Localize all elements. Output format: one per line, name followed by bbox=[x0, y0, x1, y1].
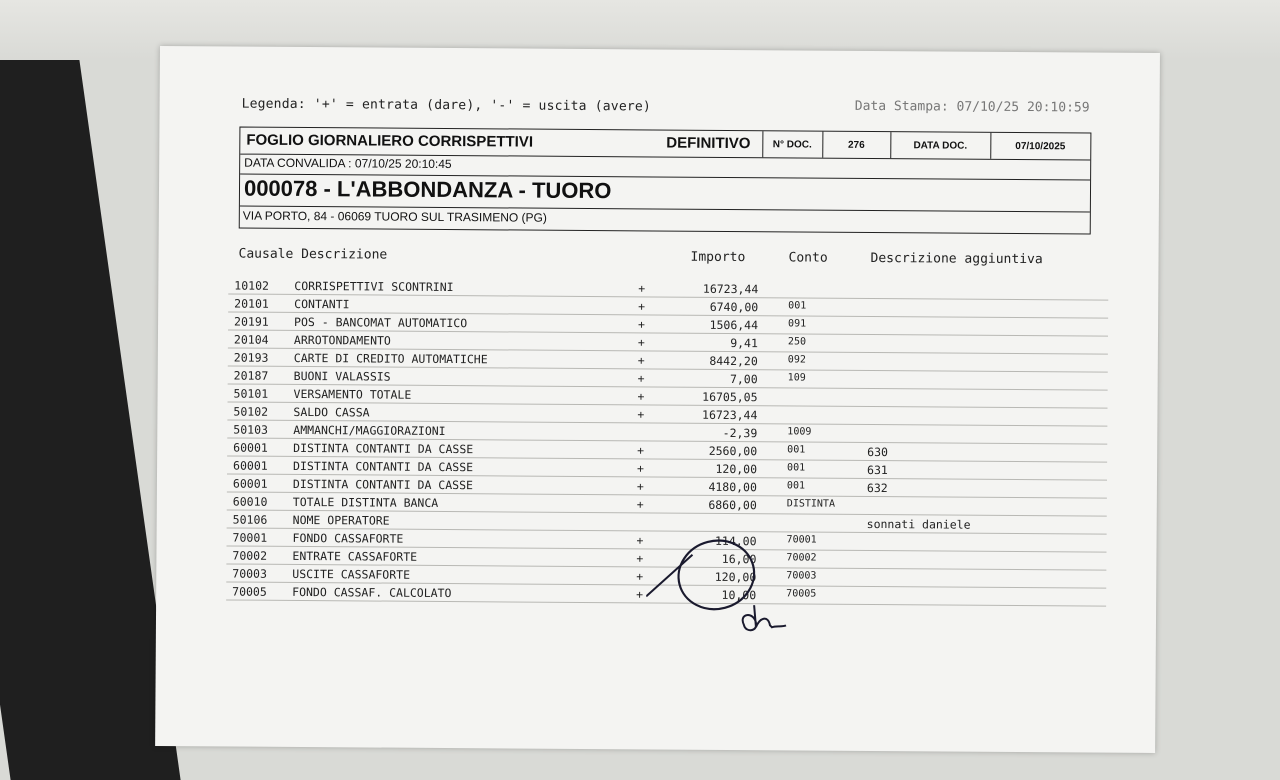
document-title: FOGLIO GIORNALIERO CORRISPETTIVI bbox=[246, 131, 534, 151]
row-description: FONDO CASSAFORTE bbox=[292, 530, 404, 546]
document-header bbox=[239, 127, 1092, 235]
row-account: 1009 bbox=[787, 426, 812, 438]
row-description: FONDO CASSAF. CALCOLATO bbox=[292, 584, 452, 601]
row-description: DISTINTA CONTANTI DA CASSE bbox=[292, 476, 474, 493]
row-code: 70001 bbox=[232, 530, 268, 545]
doc-number-label: N° DOC. bbox=[762, 131, 821, 157]
row-sign: + bbox=[637, 443, 645, 458]
row-sign: + bbox=[636, 569, 644, 584]
row-sign: + bbox=[637, 407, 645, 422]
row-amount bbox=[667, 516, 757, 517]
row-code: 50103 bbox=[233, 422, 268, 437]
row-account: 70003 bbox=[786, 570, 817, 582]
row-description: CONTANTI bbox=[294, 296, 350, 312]
row-account: 70001 bbox=[786, 534, 817, 546]
handwritten-check-mark bbox=[646, 534, 807, 645]
row-amount: 16723,44 bbox=[701, 407, 758, 423]
header-row-store bbox=[240, 174, 1090, 213]
row-code: 50106 bbox=[232, 512, 268, 527]
row-amount: 16,00 bbox=[721, 551, 757, 567]
store-name: 000078 - L'ABBONDANZA - TUORO bbox=[243, 175, 612, 204]
row-extra: sonnati daniele bbox=[866, 516, 971, 532]
row-amount: 6740,00 bbox=[709, 299, 759, 315]
row-code: 20191 bbox=[234, 314, 269, 329]
row-code: 60001 bbox=[233, 440, 268, 455]
row-code: 60001 bbox=[232, 476, 268, 491]
row-amount: 120,00 bbox=[714, 569, 757, 585]
document-sheet bbox=[155, 46, 1160, 753]
row-description: POS - BANCOMAT AUTOMATICO bbox=[294, 314, 468, 331]
background-strap bbox=[0, 60, 181, 780]
store-address: VIA PORTO, 84 - 06069 TUORO SUL TRASIMENO (PG) bbox=[242, 208, 547, 225]
row-sign: + bbox=[638, 281, 646, 296]
row-description: CARTE DI CREDITO AUTOMATICHE bbox=[293, 350, 488, 367]
row-sign: + bbox=[636, 533, 644, 548]
row-code: 20101 bbox=[234, 296, 269, 311]
row-amount: 10,00 bbox=[721, 587, 757, 603]
row-amount: 9,41 bbox=[730, 335, 758, 351]
row-description: USCITE CASSAFORTE bbox=[292, 566, 411, 582]
row-description: ENTRATE CASSAFORTE bbox=[292, 548, 418, 564]
row-description: DISTINTA CONTANTI DA CASSE bbox=[293, 440, 474, 457]
row-amount: 120,00 bbox=[715, 461, 758, 477]
row-account: 001 bbox=[787, 462, 806, 474]
row-account: 092 bbox=[787, 354, 806, 366]
row-code: 50101 bbox=[233, 386, 269, 401]
row-description: ARROTONDAMENTO bbox=[293, 332, 391, 348]
row-extra: 630 bbox=[867, 444, 889, 460]
validation-date: DATA CONVALIDA : 07/10/25 20:10:45 bbox=[244, 155, 452, 172]
row-description: DISTINTA CONTANTI DA CASSE bbox=[293, 458, 474, 475]
row-code: 60010 bbox=[232, 494, 268, 509]
row-account: 001 bbox=[787, 444, 806, 456]
row-extra: 632 bbox=[866, 480, 888, 496]
row-sign: + bbox=[636, 479, 644, 494]
row-sign: + bbox=[638, 317, 646, 332]
row-amount: 4180,00 bbox=[708, 479, 757, 495]
row-account: 70005 bbox=[786, 588, 817, 600]
document-status: DEFINITIVO bbox=[666, 134, 751, 153]
row-code: 70003 bbox=[232, 566, 267, 581]
row-account: 250 bbox=[787, 336, 807, 348]
row-description: SALDO CASSA bbox=[293, 404, 370, 420]
legend: Legenda: '+' = entrata (dare), '-' = uscita (avere) bbox=[241, 96, 652, 115]
column-header-descrizione: Descrizione aggiuntiva bbox=[870, 250, 1043, 268]
column-header-importo: Importo bbox=[690, 249, 746, 266]
row-description: BUONI VALASSIS bbox=[293, 368, 391, 384]
row-amount: 7,00 bbox=[729, 371, 758, 387]
row-description: NOME OPERATORE bbox=[292, 512, 390, 528]
row-code: 10102 bbox=[234, 278, 270, 293]
row-code: 20193 bbox=[233, 350, 269, 365]
row-account: 091 bbox=[788, 318, 807, 330]
row-amount: -2,39 bbox=[722, 425, 758, 441]
row-sign: + bbox=[637, 389, 645, 404]
row-code: 50102 bbox=[233, 404, 269, 419]
row-code: 60001 bbox=[233, 458, 268, 473]
doc-date: 07/10/2025 bbox=[990, 133, 1089, 160]
row-account: 001 bbox=[786, 480, 806, 492]
row-description: CORRISPETTIVI SCONTRINI bbox=[294, 278, 454, 295]
column-header-conto: Conto bbox=[788, 250, 828, 266]
row-amount: 1506,44 bbox=[709, 317, 759, 333]
row-account: 109 bbox=[787, 372, 806, 384]
column-header-causale: Causale Descrizione bbox=[238, 246, 388, 263]
row-amount: 6860,00 bbox=[708, 497, 757, 513]
row-amount: 8442,20 bbox=[709, 353, 758, 369]
row-sign: + bbox=[636, 497, 644, 512]
row-description: TOTALE DISTINTA BANCA bbox=[292, 494, 439, 510]
row-description: AMMANCHI/MAGGIORAZIONI bbox=[293, 422, 446, 439]
row-account: DISTINTA bbox=[786, 498, 836, 510]
row-sign: + bbox=[637, 371, 645, 386]
row-sign: + bbox=[636, 587, 644, 602]
row-sign: + bbox=[636, 551, 644, 566]
row-code: 70005 bbox=[232, 584, 267, 599]
row-extra: 631 bbox=[867, 462, 888, 478]
doc-date-label: DATA DOC. bbox=[890, 132, 989, 159]
row-amount: 16705,05 bbox=[702, 389, 758, 405]
row-amount: 16723,44 bbox=[702, 281, 759, 297]
row-sign: + bbox=[637, 335, 645, 350]
row-amount: 114,00 bbox=[714, 533, 757, 549]
print-date: Data Stampa: 07/10/25 20:10:59 bbox=[854, 98, 1090, 116]
row-sign: + bbox=[637, 461, 645, 476]
row-account: 70002 bbox=[786, 552, 817, 564]
row-sign: + bbox=[637, 353, 645, 368]
row-account: 001 bbox=[788, 300, 807, 312]
row-description: VERSAMENTO TOTALE bbox=[293, 386, 412, 402]
row-code: 70002 bbox=[232, 548, 268, 563]
doc-number: 276 bbox=[822, 132, 889, 158]
row-code: 20104 bbox=[233, 332, 269, 347]
row-amount: 2560,00 bbox=[708, 443, 758, 459]
row-sign: + bbox=[638, 299, 646, 314]
row-code: 20187 bbox=[233, 368, 269, 383]
